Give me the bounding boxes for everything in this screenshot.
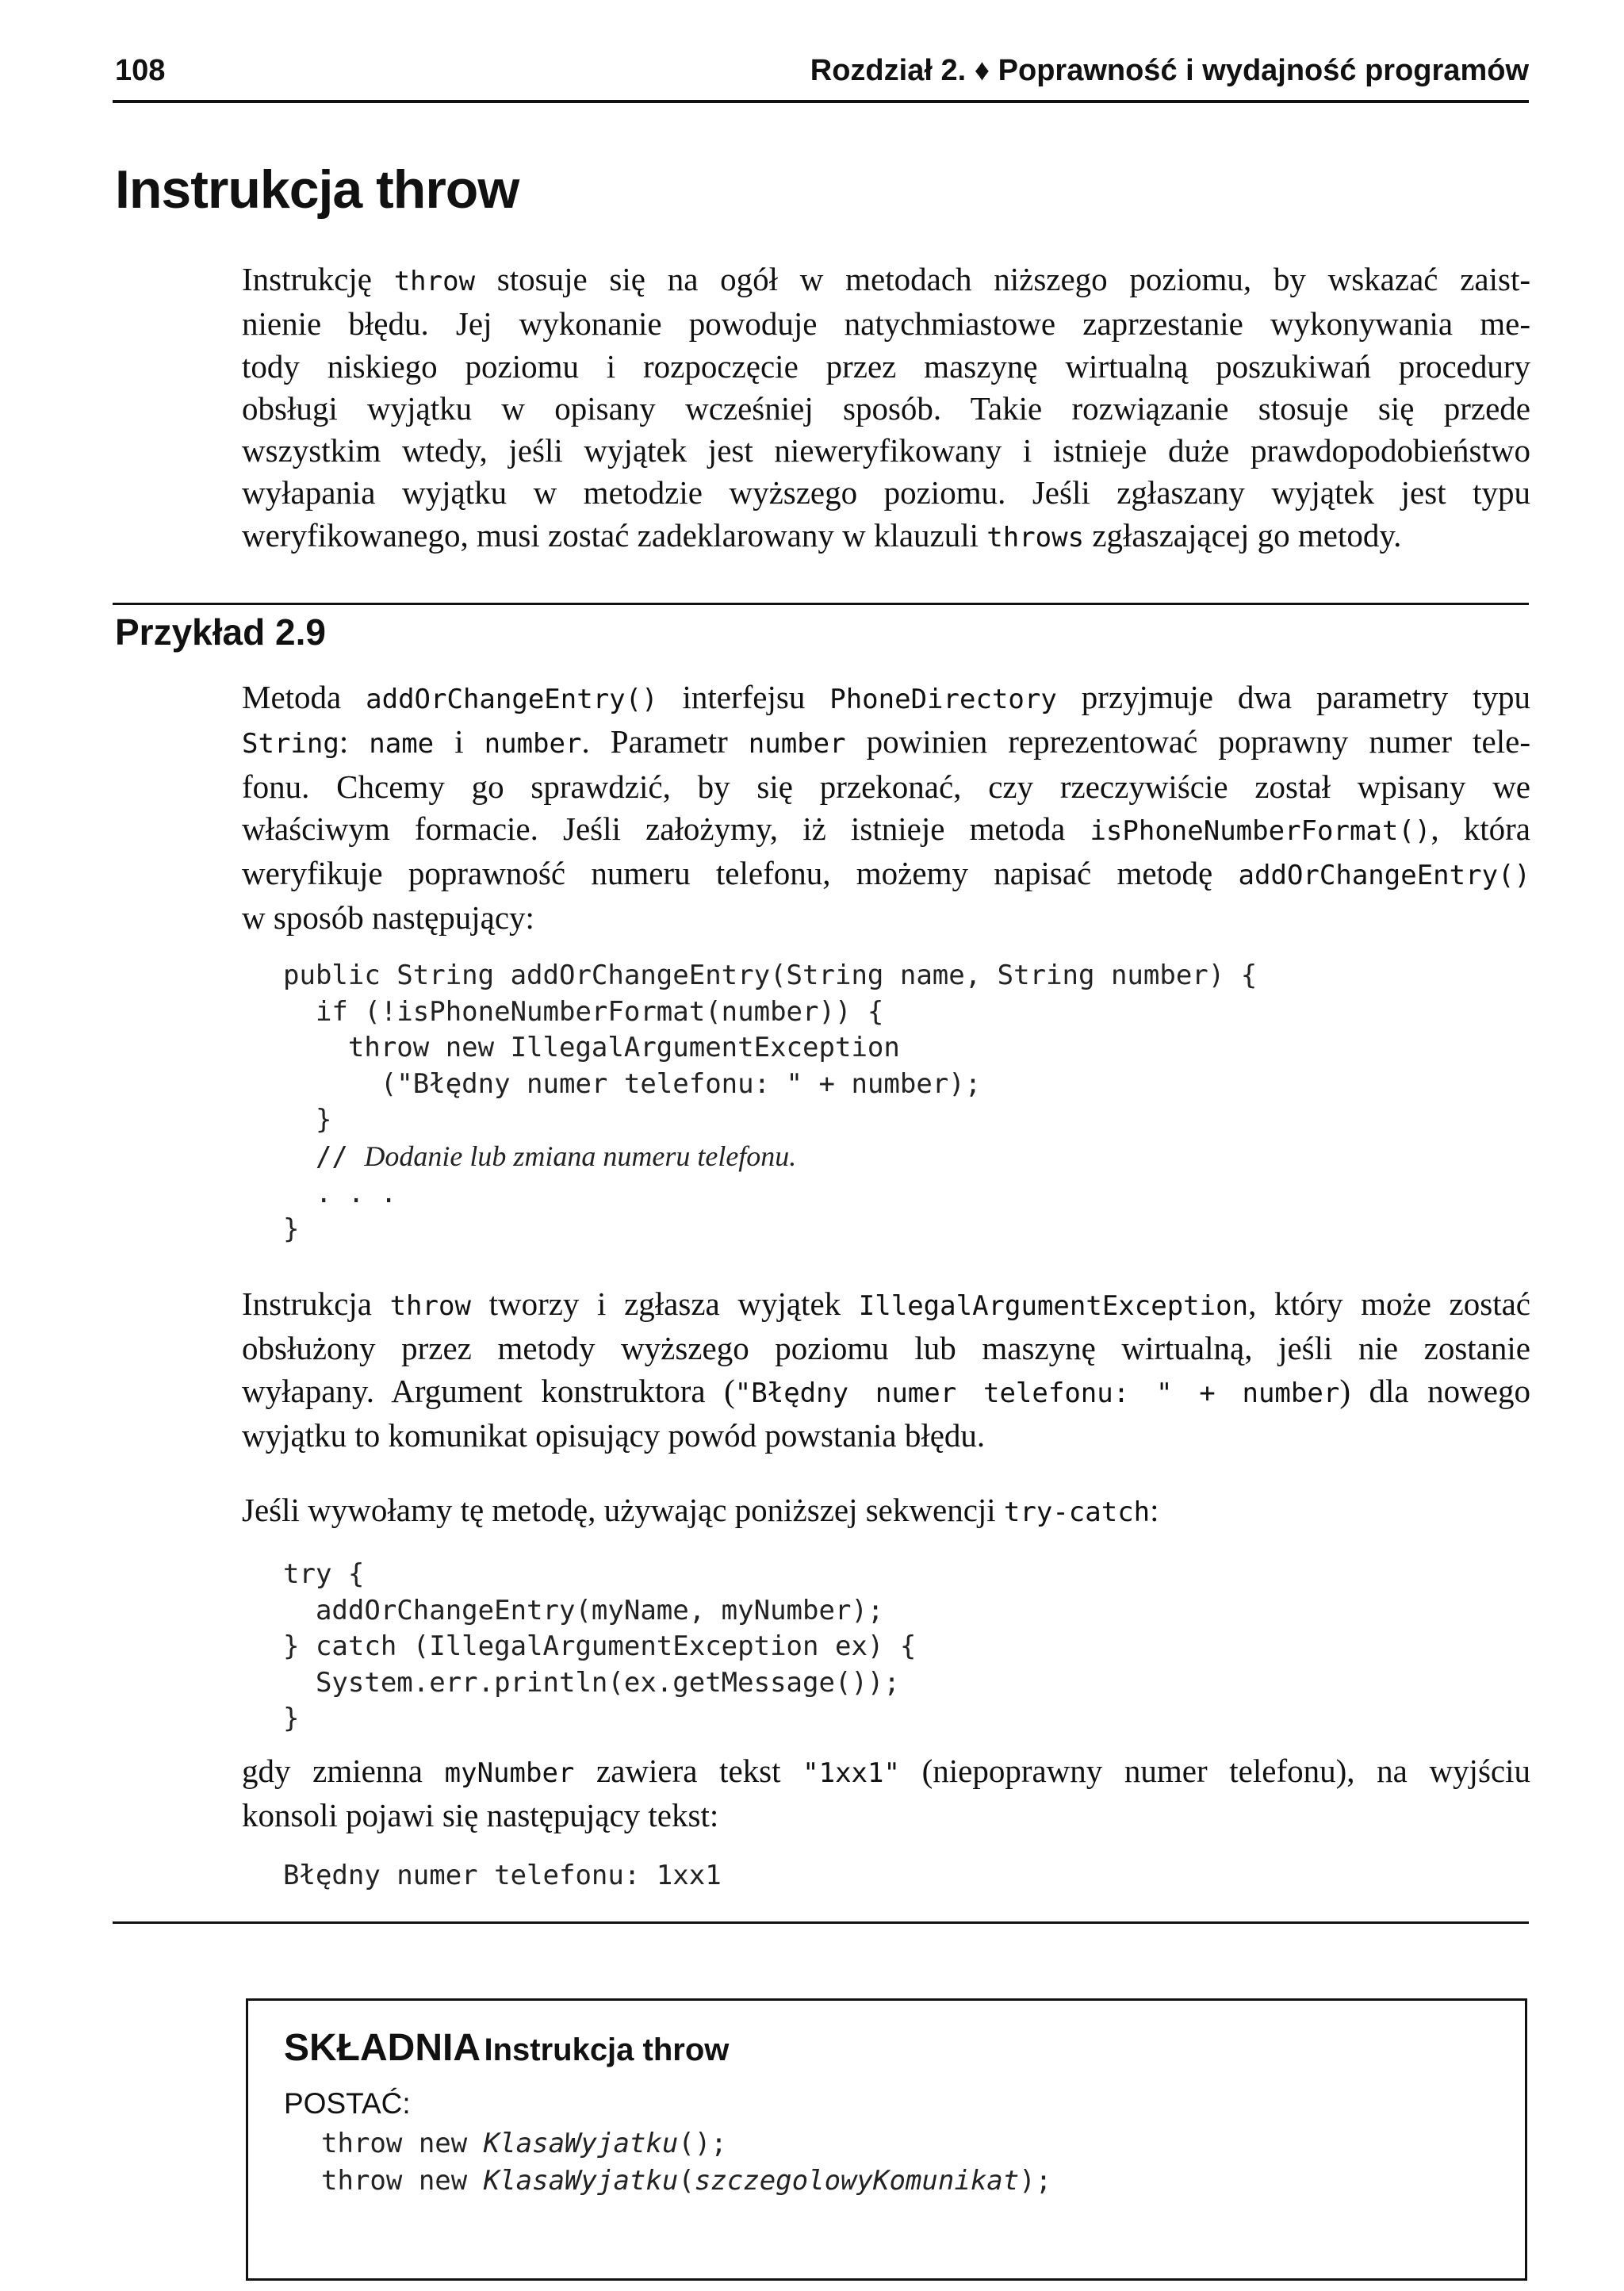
syntax-line <box>321 2125 1051 2163</box>
code-line: System.err.println(ex.getMessage()); <box>283 1666 900 1699</box>
text-line: Instrukcję throw stosuje się na ogół w metodach niższego poziomu, by wskazać zaist- <box>242 261 1530 297</box>
paragraph-intro <box>242 259 1530 559</box>
paragraph-try-catch-intro <box>242 1489 1530 1534</box>
code-line: } <box>283 1104 332 1136</box>
text-line: Jeśli wywołamy tę metodę, używając poniższej sekwencji try-catch: <box>242 1492 1159 1528</box>
example-top-rule <box>113 603 1529 605</box>
syntax-keyword: ( <box>678 2165 695 2197</box>
text-line: tody niskiego poziomu i rozpoczęcie przez maszynę wirtualną poszukiwań procedury <box>242 347 1530 385</box>
syntax-line <box>321 2163 1051 2200</box>
inline-code: myNumber <box>444 1757 575 1789</box>
code-line: } catch (IllegalArgumentException ex) { <box>283 1630 917 1663</box>
text-line: Instrukcja throw tworzy i zgłasza wyjątek IllegalArgumentException, który może zostać <box>242 1285 1530 1322</box>
inline-code: "1xx1" <box>802 1757 900 1789</box>
code-line: } <box>283 1703 300 1735</box>
text-line: Metoda addOrChangeEntry() interfejsu PhoneDirectory przyjmuje dwa parametry typu <box>242 679 1530 715</box>
inline-code: PhoneDirectory <box>829 684 1057 715</box>
syntax-placeholder: szczegolowyKomunikat <box>694 2165 1020 2197</box>
syntax-forms <box>321 2125 1051 2200</box>
inline-code: throws <box>986 521 1085 554</box>
code-line: addOrChangeEntry(myName, myNumber); <box>283 1594 884 1626</box>
inline-code: "Błędny numer telefonu: " + number <box>734 1377 1340 1409</box>
page-number: 108 <box>115 54 166 87</box>
paragraph-throw-explanation <box>242 1283 1530 1457</box>
syntax-keyword: (); <box>678 2128 727 2159</box>
paragraph-output-intro <box>242 1750 1530 1837</box>
code-line: try { <box>283 1558 365 1590</box>
code-listing-addorchangeentry <box>283 958 1257 1248</box>
syntax-keyword: throw new <box>321 2128 484 2159</box>
inline-code: IllegalArgumentException <box>858 1290 1249 1322</box>
text-line: wszystkim wtedy, jeśli wyjątek jest nieweryfikowany i istnieje duże prawdopodobieństwo <box>242 432 1530 469</box>
text-line: weryfikuje poprawność numeru telefonu, możemy napisać metodę addOrChangeEntry() <box>242 855 1530 892</box>
text-line: fonu. Chcemy go sprawdzić, by się przekonać, czy rzeczywiście został wpisany we <box>242 768 1530 805</box>
syntax-box-title <box>284 2026 729 2070</box>
console-output: Błędny numer telefonu: 1xx1 <box>283 1860 722 1891</box>
code-line: // Dodanie lub zmiana numeru telefonu. <box>283 1140 797 1173</box>
syntax-keyword: throw new <box>321 2165 484 2197</box>
code-line: if (!isPhoneNumberFormat(number)) { <box>283 995 884 1028</box>
text-line: String: name i number. Parametr number powinien reprezentować poprawny numer tele- <box>242 723 1530 760</box>
inline-code: addOrChangeEntry() <box>366 684 658 715</box>
text-line: wyłapany. Argument konstruktora ("Błędny numer telefonu: " + number) dla nowego <box>242 1372 1530 1409</box>
code-line: } <box>283 1213 300 1246</box>
syntax-label: SKŁADNIA <box>284 2027 481 2069</box>
inline-code: addOrChangeEntry() <box>1238 860 1530 892</box>
text-line: gdy zmienna myNumber zawiera tekst "1xx1" (niepoprawny numer telefonu), na wyjściu <box>242 1753 1530 1789</box>
code-comment: Dodanie lub zmiana numeru telefonu. <box>364 1140 797 1172</box>
text-line: konsoli pojawi się następujący tekst: <box>242 1797 719 1834</box>
section-title: Instrukcja throw <box>115 159 519 220</box>
inline-code: throw <box>393 266 476 297</box>
running-title: Rozdział 2. ♦ Poprawność i wydajność programów <box>810 54 1529 87</box>
text-line: obsługi wyjątku w opisany wcześniej sposób. Takie rozwiązanie stosuje się przede <box>242 389 1530 427</box>
syntax-placeholder: KlasaWyjatku <box>483 2128 679 2159</box>
code-line: . . . <box>283 1177 397 1209</box>
text-line: obsłużony przez metody wyższego poziomu lub maszynę wirtualną, jeśli nie zostanie <box>242 1330 1530 1367</box>
text-line: wyjątku to komunikat opisujący powód powstania błędu. <box>242 1416 986 1454</box>
code-listing-try-catch <box>283 1557 916 1737</box>
example-title: Przykład 2.9 <box>115 611 326 653</box>
syntax-placeholder: KlasaWyjatku <box>483 2165 679 2197</box>
paragraph-example-description <box>242 676 1530 940</box>
code-line: public String addOrChangeEntry(String name, String number) { <box>283 960 1258 991</box>
inline-code: throw <box>389 1290 471 1322</box>
text-line: w sposób następujący: <box>242 899 534 937</box>
syntax-heading: Instrukcja throw <box>484 2032 730 2067</box>
example-bottom-rule <box>113 1921 1529 1924</box>
code-line: throw new IllegalArgumentException <box>283 1032 900 1064</box>
syntax-form-label: POSTAĆ: <box>284 2087 411 2120</box>
text-line: właściwym formacie. Jeśli założymy, iż istnieje metoda isPhoneNumberFormat(), która <box>242 810 1530 847</box>
inline-code: number <box>484 728 582 760</box>
text-line: wyłapania wyjątku w metodzie wyższego poziomu. Jeśli zgłaszany wyjątek jest typu <box>242 474 1530 511</box>
code-line: ("Błędny numer telefonu: " + number); <box>283 1067 982 1100</box>
inline-code: isPhoneNumberFormat() <box>1090 814 1431 847</box>
text-line: weryfikowanego, musi zostać zadeklarowany w klauzuli throws zgłaszającej go metody. <box>242 516 1402 554</box>
inline-code: try-catch <box>1003 1496 1151 1528</box>
header-rule <box>113 100 1529 103</box>
inline-code: name <box>369 728 435 760</box>
inline-code: String <box>242 728 339 760</box>
syntax-keyword: ); <box>1019 2165 1052 2197</box>
inline-code: number <box>748 728 846 760</box>
text-line: nienie błędu. Jej wykonanie powoduje natychmiastowe zaprzestanie wykonywania me- <box>242 305 1530 343</box>
